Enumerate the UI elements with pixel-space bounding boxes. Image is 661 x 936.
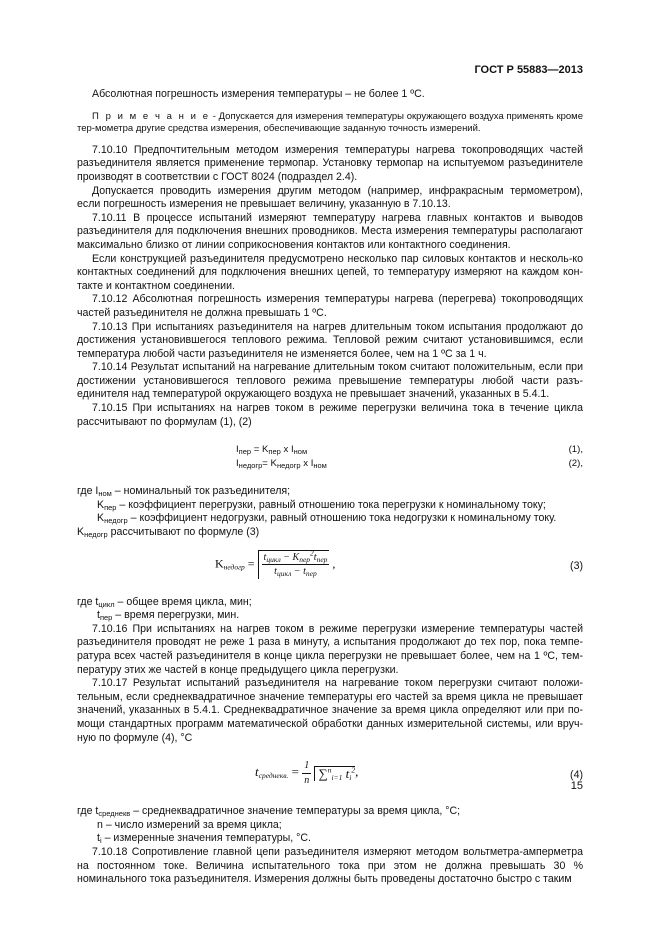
def-k-nedogr: $K_{недогр}$ – коэффициент недогрузки, равный отношению тока недогрузки к номинальному току.	[97, 512, 557, 526]
def-i-nom: где $I_{ном}$ – номинальный ток разъединителя;	[77, 485, 291, 499]
note	[77, 111, 583, 136]
document-header: ГОСТ Р 55883—2013	[474, 64, 583, 76]
paragraph-7-10-11: 7.10.11 В процессе испытаний измеряют температуру нагрева главных контактов и выводов разъединителя для подключения внешних проводников. Места измерения температуры располагают максимально близко от линии соприкосновения контактов или контактного соединения.	[77, 211, 583, 251]
formula-1: $I_{пер} = K_{пер}$ x $I_{ном}$ (1),	[236, 444, 583, 457]
page-number: 15	[570, 780, 583, 792]
def-k-per: $K_{пер}$ – коэффициент перегрузки, равный отношению тока перегрузки к номинальному току;	[97, 498, 546, 512]
paragraph-multi: Если конструкцией разъединителя предусмотрено несколько пар силовых контактов и несколь-ко контактных соединений для подключения внешних цепей, то температуру измеряют на каждом кон-такте и контактном соединении.	[77, 252, 583, 292]
def-k-calc: $K_{недогр}$ рассчитывают по формуле (3)	[77, 526, 260, 540]
page-body	[77, 88, 583, 887]
paragraph-intro: Абсолютная погрешность измерения температуры – не более 1 ºС.	[92, 88, 425, 100]
formula-3: $K_{недогр}$ = $\frac{t_{цикл} - K_{пер}^2t_{пер}}{t_{цикл} - t_{пер}}$ , (3)	[215, 548, 583, 579]
paragraph-7-10-17: 7.10.17 Результат испытаний разъединителя на нагревание током перегрузки считают положи-тельным, если среднеквадратичное значение температуры его частей за время цикла не превышает значений, указанных в 5.4.1. Среднеквадратичное значение за время цикла определяют или при по-мощи стандартных программ математической обработки данных измерительной системы, или вруч-ную по формуле (4), °С	[77, 677, 583, 744]
paragraph-7-10-16: 7.10.16 При испытаниях на нагрев током в режиме перегрузки измерение температуры частей разъединителя проводят не реже 1 раза в минуту, а испытания продолжают до тех пор, пока темпе-ратура всех частей разъединителя в конце цикла перегрузки не превышает более, чем на 1 ºС, тем-пературу этих же частей в конце предыдущего цикла перегрузки.	[77, 622, 583, 676]
note-text: - Допускается для измерения температуры окружающего воздуха применять кроме тер-мометра другие средства измерения, обеспечивающие заданную точность измерений.	[77, 110, 583, 135]
paragraph-7-10-13: 7.10.13 При испытаниях разъединителя на нагрев длительным током испытания продолжают до достижения установившегося теплового режима. Тепловой режим считают установившимся, если температура любой части разъединителя не изменяется более, чем на 1 ºС за 1 ч.	[77, 320, 583, 360]
formula-2: $I_{недогр}= K_{недогр}$ x $I_{ном}$ (2),	[236, 458, 583, 471]
paragraph-7-10-12: 7.10.12 Абсолютная погрешность измерения температуры нагрева (перегрева) токопроводящих частей разъединителя не должна превышать 1 ºС.	[77, 293, 583, 319]
formula-4: $t_{среднекв.}$ = $\frac{1}{n}$ ∑$^n_{i=1}$ $t_i^2$, (4)	[255, 760, 583, 786]
def-n: n – число измерений за время цикла;	[97, 818, 282, 831]
formula-2-number: (2),	[568, 458, 583, 470]
def-t-cycle: где $t_{цикл}$ – общее время цикла, мин;	[77, 595, 252, 609]
def-t-per: $t_{пер}$ – время перегрузки, мин.	[97, 609, 240, 623]
paragraph-7-10-18: 7.10.18 Сопротивление главной цепи разъединителя измеряют методом вольтметра-амперметра на постоянном токе. Величина испытательного тока при этом не должна превышать 30 % номинального тока разъединителя. Измерения должны быть проведены достаточно быстро с таким	[77, 845, 583, 886]
paragraph-allowed: Допускается проводить измерения другим методом (например, инфракрасным термометром), если погрешность измерения не превышает величину, указанную в 7.10.13.	[77, 184, 583, 211]
def-t-i: $t_i$ – измеренные значения температуры, °С.	[97, 832, 311, 846]
paragraph-7-10-14: 7.10.14 Результат испытаний на нагревание длительным током считают положительным, если при достижении установившегося теплового режима превышение температуры любой части разъ-единителя над температурой окружающего воздуха не превышает значений, указанных в 5.4.1.	[77, 361, 583, 401]
paragraph-7-10-15: 7.10.15 При испытаниях на нагрев током в режиме перегрузки величина тока в течение цикла рассчитывают по формулам (1), (2)	[77, 402, 583, 428]
def-t-rms: где $t_{среднекв}$ – среднеквадратичное значение температуры за время цикла, °С;	[77, 805, 461, 819]
note-label: П р и м е ч а н и е	[92, 110, 210, 122]
formula-1-number: (1),	[568, 444, 583, 456]
paragraph-7-10-10: 7.10.10 Предпочтительным методом измерения температуры нагрева токопроводящих частей разъединителя является применение термопар. Установку термопар на испытуемом разъединителе производят в соответствии с ГОСТ 8024 (подраздел 2.4).	[77, 143, 583, 183]
formula-3-number: (3)	[570, 559, 583, 572]
formula-4-number: (4)	[570, 769, 583, 782]
